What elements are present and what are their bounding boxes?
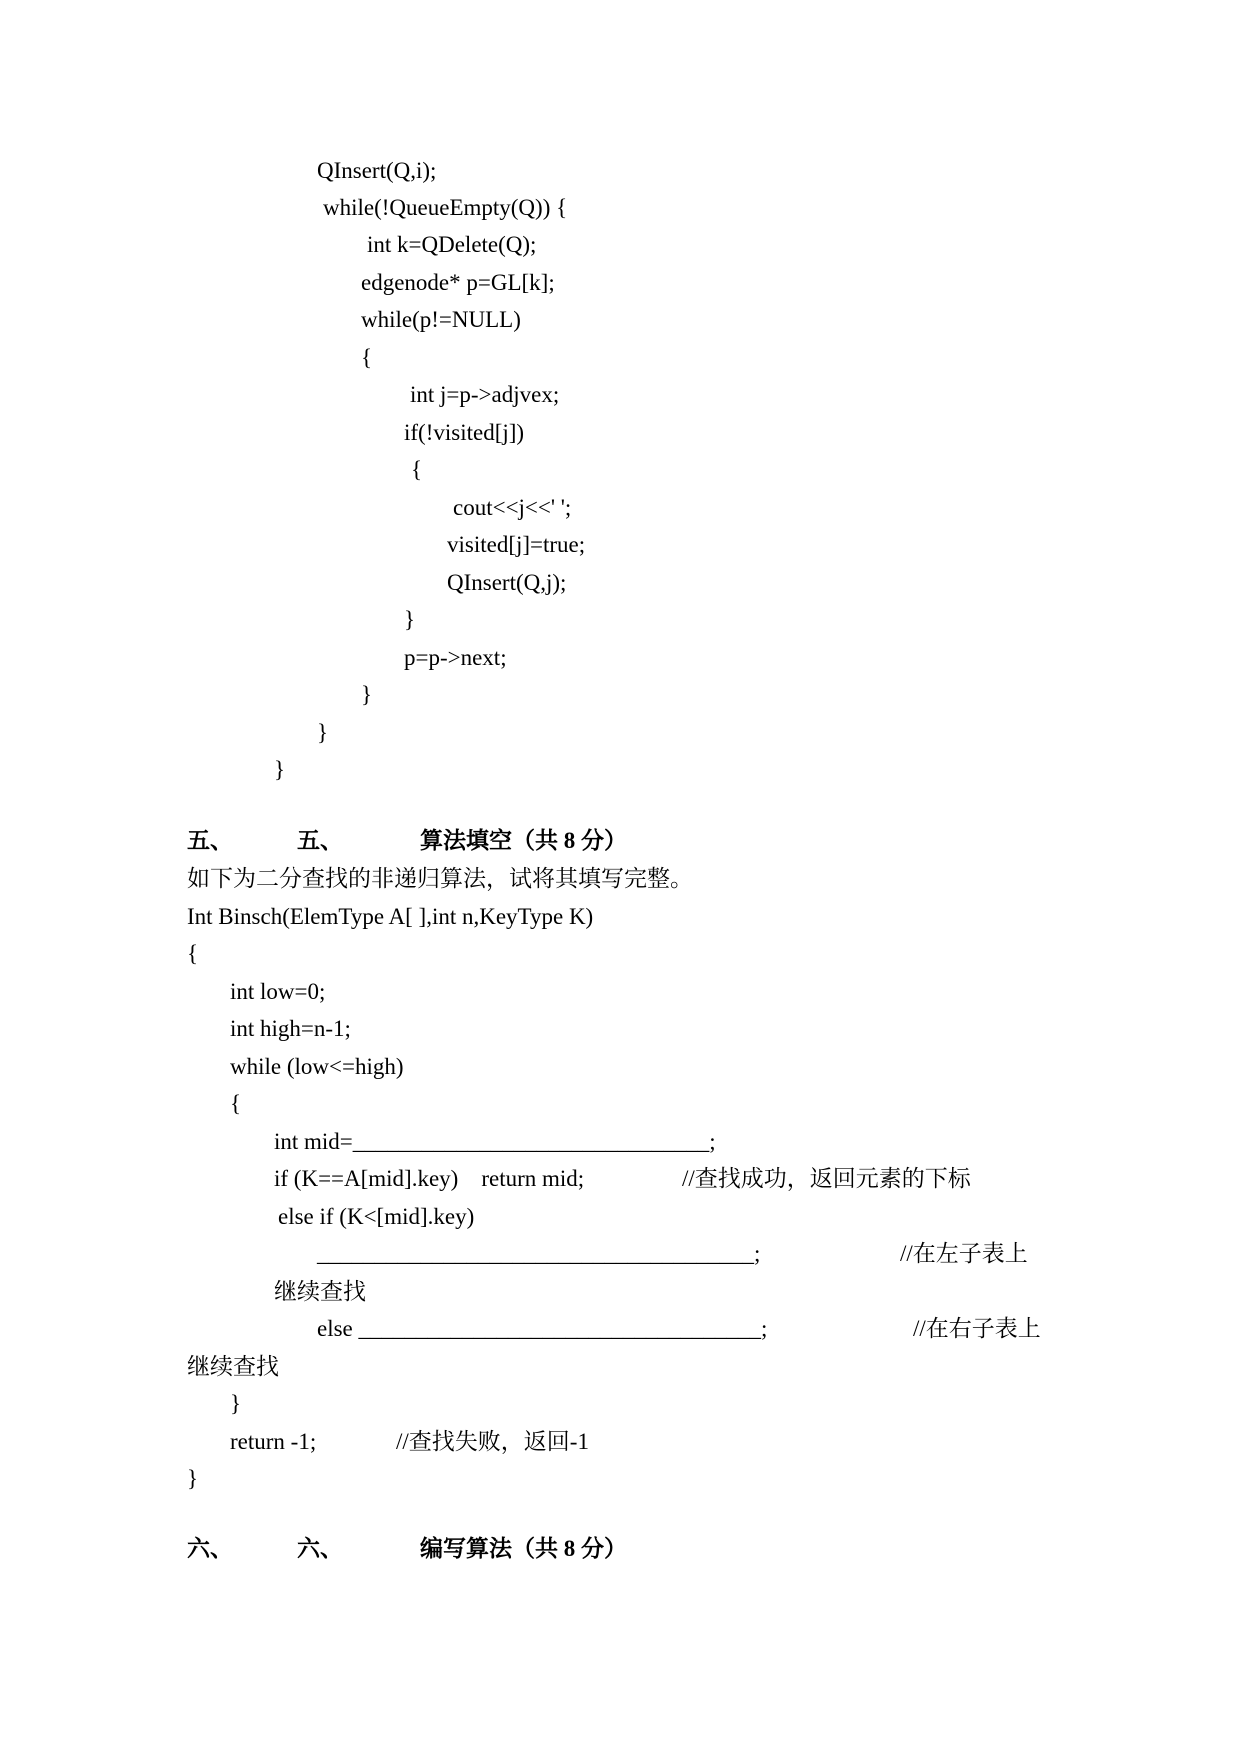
- code-line: else if (K<[mid].key): [278, 1204, 475, 1229]
- code-line: {: [230, 1091, 242, 1116]
- code-line: {: [187, 941, 199, 966]
- code-line: }: [404, 607, 416, 632]
- code-line: int j=p->adjvex;: [410, 382, 560, 407]
- fill-blank-line: int mid=_______________________________;: [274, 1129, 716, 1154]
- code-comment: //在左子表上: [900, 1241, 1028, 1266]
- code-line: int low=0;: [230, 979, 326, 1004]
- code-line: QInsert(Q,i);: [317, 158, 437, 183]
- code-line: while(p!=NULL): [361, 307, 521, 332]
- section-number: 五、: [187, 828, 233, 853]
- code-line: {: [361, 345, 373, 370]
- code-line: int high=n-1;: [230, 1016, 351, 1041]
- code-line: cout<<j<<' ';: [453, 495, 572, 520]
- code-comment: //查找失败，返回-1: [396, 1429, 589, 1454]
- code-line: {: [411, 457, 423, 482]
- code-line: return -1;: [230, 1429, 317, 1454]
- code-line: }: [274, 757, 286, 782]
- code-line: while(!QueueEmpty(Q)) {: [323, 195, 568, 220]
- code-line: if (K==A[mid].key) return mid;: [274, 1166, 585, 1191]
- code-comment: 继续查找: [274, 1279, 366, 1304]
- code-line: }: [361, 682, 373, 707]
- code-line: if(!visited[j]): [404, 420, 525, 445]
- code-line: p=p->next;: [404, 645, 507, 670]
- code-comment: //查找成功，返回元素的下标: [682, 1166, 971, 1191]
- code-line: }: [187, 1466, 199, 1491]
- section-title: 算法填空（共 8 分）: [420, 828, 627, 853]
- code-line: QInsert(Q,j);: [447, 570, 567, 595]
- code-line: edgenode* p=GL[k];: [361, 270, 555, 295]
- code-comment: //在右子表上: [913, 1316, 1041, 1341]
- code-line: while (low<=high): [230, 1054, 404, 1079]
- section-number: 五、: [297, 828, 343, 853]
- code-line: }: [230, 1391, 242, 1416]
- section-number: 六、: [297, 1536, 343, 1561]
- section-title: 编写算法（共 8 分）: [420, 1536, 627, 1561]
- fill-blank-line: ______________________________________;: [317, 1241, 761, 1266]
- code-line: Int Binsch(ElemType A[ ],int n,KeyType K): [187, 904, 594, 929]
- section-number: 六、: [187, 1536, 233, 1561]
- code-line: visited[j]=true;: [447, 532, 586, 557]
- code-line: int k=QDelete(Q);: [367, 232, 537, 257]
- fill-blank-line: else ___________________________________;: [317, 1316, 768, 1341]
- code-comment: 继续查找: [187, 1354, 279, 1379]
- code-line: }: [317, 720, 329, 745]
- section-intro: 如下为二分查找的非递归算法，试将其填写完整。: [187, 866, 693, 891]
